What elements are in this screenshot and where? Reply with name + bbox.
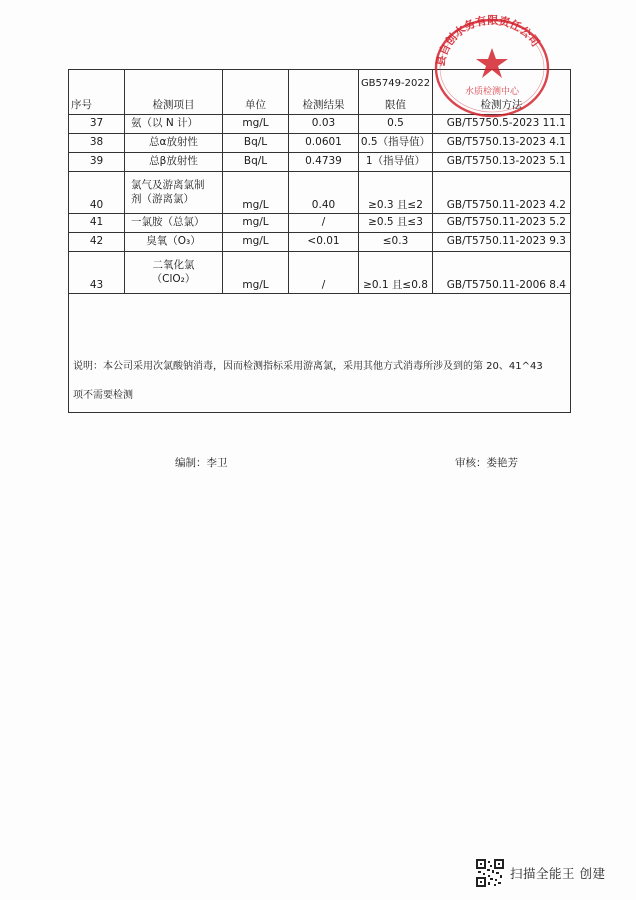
cell-limit: 0.5 xyxy=(359,115,433,134)
scanner-watermark xyxy=(476,858,605,888)
qr-code-icon xyxy=(476,859,504,887)
cell-item: 臭氧（O₃） xyxy=(125,233,223,252)
table-header-row xyxy=(69,70,571,115)
cell-seq: 42 xyxy=(69,233,125,252)
stamp-company-text: 县自创水务有限责任公司 xyxy=(433,13,543,68)
table-row xyxy=(69,153,571,172)
svg-text:县自创水务有限责任公司 xyxy=(433,13,543,68)
cell-unit: Bq/L xyxy=(223,134,289,153)
editor-signature: 编制：李卫 xyxy=(175,457,228,469)
cell-limit: 0.5（指导值） xyxy=(359,134,433,153)
cell-result: / xyxy=(289,214,359,233)
cell-limit: ≥0.5 且≤3 xyxy=(359,214,433,233)
table-row xyxy=(69,115,571,134)
header-standard-label: 限值 xyxy=(385,98,406,111)
cell-unit: Bq/L xyxy=(223,153,289,172)
cell-method: GB/T5750.11-2023 5.2 xyxy=(433,214,571,233)
water-quality-table xyxy=(68,69,571,413)
cell-unit: mg/L xyxy=(223,214,289,233)
header-item: 检测项目 xyxy=(125,70,223,115)
cell-unit: mg/L xyxy=(223,233,289,252)
table-row xyxy=(69,134,571,153)
cell-seq: 40 xyxy=(69,172,125,214)
cell-limit: ≥0.1 且≤0.8 xyxy=(359,252,433,294)
cell-result: 0.0601 xyxy=(289,134,359,153)
note-row xyxy=(69,294,571,413)
cell-unit: mg/L xyxy=(223,252,289,294)
cell-item: 总α放射性 xyxy=(125,134,223,153)
cell-item: 总β放射性 xyxy=(125,153,223,172)
cell-unit: mg/L xyxy=(223,115,289,134)
cell-item xyxy=(125,172,223,214)
cell-limit: ≤0.3 xyxy=(359,233,433,252)
header-method: 检测方法 xyxy=(433,70,571,115)
cell-method: GB/T5750.11-2023 4.2 xyxy=(433,172,571,214)
table-row xyxy=(69,172,571,214)
cell-item-line2: （ClO₂） xyxy=(151,272,196,285)
header-result: 检测结果 xyxy=(289,70,359,115)
cell-item-line1: 二氧化氯 xyxy=(152,259,195,272)
footer-watermark-text: 扫描全能王 创建 xyxy=(510,866,606,881)
cell-item: 氨（以 N 计） xyxy=(125,115,223,134)
header-standard-code: GB5749-2022 xyxy=(360,78,431,90)
cell-seq: 38 xyxy=(69,134,125,153)
cell-result: 0.03 xyxy=(289,115,359,134)
cell-seq: 37 xyxy=(69,115,125,134)
cell-result: 0.4739 xyxy=(289,153,359,172)
cell-unit: mg/L xyxy=(223,172,289,214)
cell-result: <0.01 xyxy=(289,233,359,252)
header-unit: 单位 xyxy=(223,70,289,115)
table-row xyxy=(69,233,571,252)
cell-limit: 1（指导值） xyxy=(359,153,433,172)
header-seq: 序号 xyxy=(69,70,125,115)
cell-method: GB/T5750.11-2006 8.4 xyxy=(433,252,571,294)
note-cell xyxy=(69,294,571,413)
cell-result: / xyxy=(289,252,359,294)
reviewer-signature: 审核：娄艳芳 xyxy=(455,457,518,469)
header-standard xyxy=(359,70,433,115)
cell-method: GB/T5750.13-2023 5.1 xyxy=(433,153,571,172)
cell-seq: 41 xyxy=(69,214,125,233)
cell-method: GB/T5750.13-2023 4.1 xyxy=(433,134,571,153)
cell-method: GB/T5750.11-2023 9.3 xyxy=(433,233,571,252)
table-row xyxy=(69,214,571,233)
cell-item-line2: 剂（游离氯） xyxy=(131,192,194,205)
cell-seq: 43 xyxy=(69,252,125,294)
table-row xyxy=(69,252,571,294)
stamp-dept-text: 水质检测中心 xyxy=(464,87,520,97)
note-line2: 项不需要检测 xyxy=(73,390,133,401)
cell-item xyxy=(125,252,223,294)
note-line1: 说明：本公司采用次氯酸钠消毒，因而检测指标采用游离氯，采用其他方式消毒所涉及到的第 20、41^43 xyxy=(73,361,543,372)
cell-result: 0.40 xyxy=(289,172,359,214)
cell-item-line1: 氯气及游离氯制 xyxy=(131,179,205,192)
cell-method: GB/T5750.5-2023 11.1 xyxy=(433,115,571,134)
cell-item: 一氯胺（总氯） xyxy=(125,214,223,233)
cell-limit: ≥0.3 且≤2 xyxy=(359,172,433,214)
cell-seq: 39 xyxy=(69,153,125,172)
